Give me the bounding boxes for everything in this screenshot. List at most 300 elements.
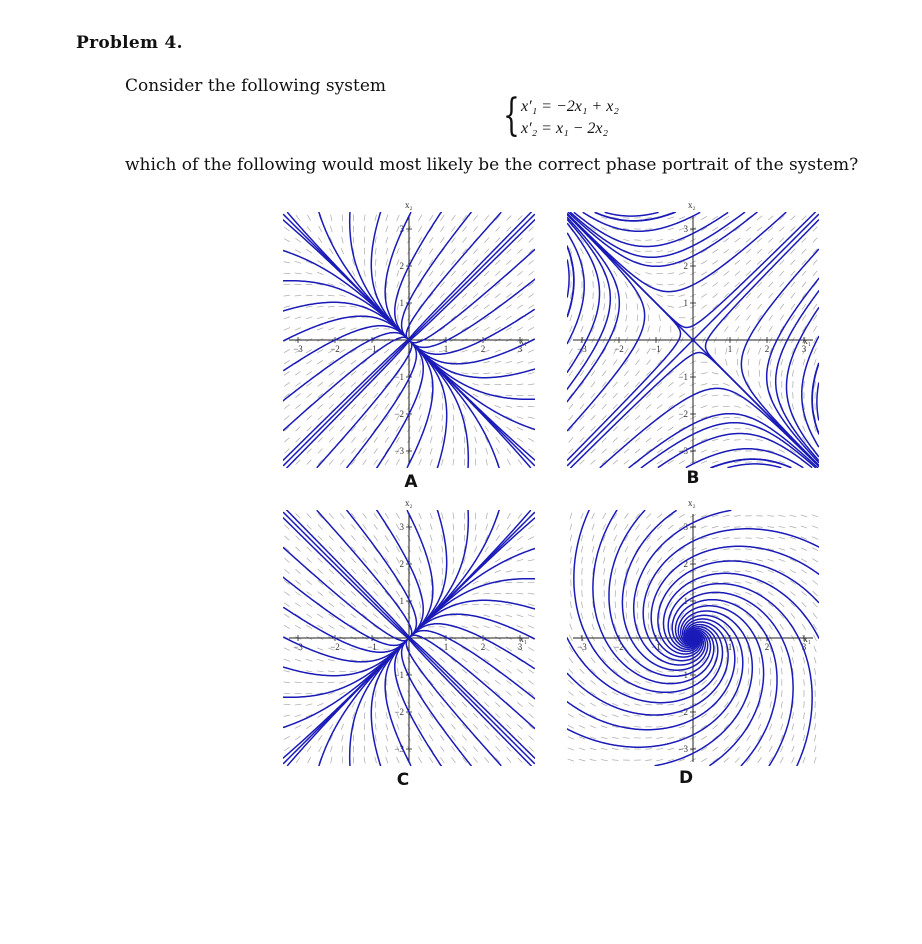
field-segment [329,513,333,518]
field-segment [295,317,301,319]
field-segment [713,294,718,298]
field-segment [284,569,289,573]
field-segment [485,215,489,220]
field-segment [569,658,573,663]
field-segment [464,535,465,542]
field-segment [658,591,661,597]
field-segment [472,626,478,628]
field-segment [473,758,477,763]
field-segment [792,746,794,752]
field-segment [295,736,300,740]
field-segment [307,558,312,563]
field-segment [815,712,816,719]
field-segment [590,726,596,728]
field-segment [295,603,300,607]
field-segment [813,326,816,332]
x1-tick-label: 1 [443,344,449,354]
field-segment [701,559,707,561]
x1-axis-label: x₁ [519,336,527,346]
field-segment [615,613,616,620]
field-segment [792,735,794,741]
field-segment [624,415,629,420]
field-segment [803,757,805,763]
field-segment [769,315,773,320]
x2-tick-label: 1 [399,596,404,606]
field-segment [440,293,444,298]
field-segment [701,461,707,464]
field-segment [736,370,738,376]
field-segment [669,591,673,596]
field-segment [386,248,388,254]
x2-tick-label: −2 [678,409,688,419]
field-segment [328,682,335,683]
field-segment [317,260,323,264]
field-segment [613,681,619,685]
field-segment [396,546,399,552]
field-segment [580,426,585,431]
field-segment [791,260,796,265]
field-segment [646,513,651,518]
field-segment [713,747,718,751]
field-segment [340,349,346,352]
field-segment [496,747,501,752]
field-segment [372,328,379,329]
field-segment [496,524,499,530]
field-segment [362,371,367,375]
field-segment [328,659,334,661]
field-segment [591,415,596,420]
field-segment [812,548,818,551]
field-segment [529,736,534,741]
field-segment [396,426,399,432]
phase-portrait-c[interactable] [283,510,535,766]
field-segment [296,215,300,220]
field-segment [613,359,617,364]
field-segment [604,303,605,310]
field-segment [713,680,717,685]
field-segment [462,702,467,707]
field-segment [386,735,388,741]
field-segment [647,348,651,354]
field-segment [396,513,399,519]
field-segment [517,427,523,430]
field-segment [440,226,444,231]
field-segment [307,513,312,518]
field-segment [440,746,444,751]
field-segment [339,295,345,297]
field-segment [451,647,457,651]
field-segment [462,735,466,740]
field-segment [518,736,523,741]
field-segment [768,592,774,596]
field-segment [792,757,795,763]
field-segment [507,513,510,519]
field-segment [419,568,421,574]
field-segment [625,546,628,552]
field-segment [483,593,490,594]
field-segment [758,746,762,752]
field-segment [591,404,595,409]
field-segment [791,227,796,232]
field-segment [582,292,583,299]
field-segment [781,657,782,664]
field-segment [768,613,773,618]
field-segment [724,238,729,242]
field-segment [396,535,399,541]
field-segment [517,294,522,298]
field-segment [647,569,650,575]
field-segment [712,249,718,253]
field-segment [462,658,467,662]
field-segment [802,282,806,287]
field-segment [462,293,467,298]
field-segment [528,680,533,684]
field-segment [581,601,582,608]
field-segment [307,426,312,431]
field-segment [812,515,818,517]
field-segment [284,603,290,607]
field-segment [295,393,300,397]
x2-tick-label: −2 [394,409,404,419]
field-segment [385,535,389,541]
field-segment [679,272,685,274]
field-segment [473,724,477,729]
field-segment [813,271,817,276]
x1-tick-label: 2 [480,642,486,652]
field-segment [373,591,377,596]
field-segment [472,350,478,352]
field-segment [472,384,478,386]
field-segment [373,360,378,364]
field-segment [779,227,784,232]
field-segment [657,294,663,296]
field-segment [679,383,685,387]
field-segment [307,415,312,420]
field-segment [375,281,376,288]
field-segment [634,251,641,252]
field-segment [429,724,433,730]
field-segment [570,601,571,608]
field-segment [506,406,512,408]
phase-portrait-a[interactable] [283,212,535,468]
field-segment [385,437,389,443]
field-segment [735,758,740,763]
option-label-a: A [404,472,418,492]
field-segment [329,547,334,552]
field-segment [442,426,443,433]
field-segment [613,393,617,398]
field-segment [768,570,774,573]
x2-tick-label: −1 [394,372,404,382]
field-segment [792,646,794,652]
field-segment [745,592,751,595]
field-segment [701,383,707,385]
trajectory-curve [317,510,412,638]
field-segment [351,558,355,563]
field-segment [375,757,377,763]
field-segment [668,239,674,241]
field-segment [317,614,323,618]
field-segment [591,449,596,454]
field-segment [701,736,707,740]
field-segment [386,724,388,730]
field-segment [462,238,466,243]
field-segment [506,615,512,617]
field-segment [475,535,477,541]
field-segment [328,671,335,672]
field-segment [582,568,583,575]
field-segment [613,460,618,464]
field-segment [306,249,311,253]
field-segment [418,724,421,730]
field-segment [495,735,500,740]
field-segment [712,461,718,463]
field-segment [307,525,312,530]
field-segment [624,438,629,442]
field-segment [430,546,432,552]
field-segment [440,237,444,242]
phase-portrait-b[interactable] [567,212,819,468]
field-segment [517,669,522,673]
field-segment [747,702,750,708]
field-segment [306,273,312,275]
field-segment [769,724,772,730]
field-segment [791,613,795,618]
field-segment [461,626,467,628]
field-segment [723,582,730,583]
field-segment [569,404,573,409]
field-segment [668,525,673,529]
field-segment [295,715,301,717]
field-segment [747,348,749,354]
field-segment [284,306,290,308]
field-segment [296,460,301,465]
x1-tick-label: −3 [577,344,587,354]
field-segment [613,426,618,431]
field-segment [340,513,344,518]
field-segment [484,282,489,286]
field-segment [473,226,477,231]
field-segment [813,260,817,265]
field-segment [791,271,795,276]
field-segment [506,669,511,673]
field-segment [679,569,684,573]
field-segment [306,659,312,661]
field-segment [645,681,651,683]
field-segment [306,360,312,364]
field-segment [581,546,582,553]
field-segment [418,680,422,686]
field-segment [634,726,641,727]
field-segment [592,513,595,519]
x1-tick-label: −3 [577,642,587,652]
field-segment [591,371,595,376]
field-segment [579,759,585,761]
field-segment [580,438,585,443]
field-segment [517,271,522,275]
field-segment [429,735,433,741]
field-segment [374,569,378,574]
field-segment [701,450,707,453]
field-segment [592,303,593,310]
field-segment [528,537,534,540]
field-segment [802,315,806,321]
field-segment [486,513,487,520]
field-segment [517,593,524,594]
field-segment [284,317,290,319]
field-segment [814,746,816,752]
field-segment [757,603,762,607]
field-segment [568,714,574,717]
problem-intro: Consider the following system [125,76,386,96]
field-segment [581,513,583,519]
field-segment [451,669,456,673]
field-segment [568,737,574,740]
field-segment [667,693,674,694]
field-segment [623,737,630,738]
field-segment [768,249,773,254]
field-segment [461,350,467,352]
field-segment [318,382,323,386]
field-segment [735,238,740,242]
field-segment [284,558,289,562]
field-segment [758,348,760,354]
field-segment [657,670,663,672]
field-segment [759,381,761,387]
field-segment [295,704,302,705]
field-segment [329,248,333,254]
field-segment [724,736,729,741]
field-segment [679,536,685,540]
field-segment [374,437,378,442]
field-segment [284,360,290,364]
field-segment [612,737,619,738]
field-segment [473,305,478,309]
field-segment [746,304,750,309]
field-segment [679,283,685,285]
field-segment [802,216,807,221]
field-segment [363,426,367,431]
field-segment [418,215,421,221]
field-segment [528,438,534,441]
field-segment [723,428,730,429]
field-segment [767,516,774,517]
field-segment [342,237,344,243]
field-segment [701,216,707,219]
field-segment [612,692,618,695]
field-segment [318,404,323,408]
field-segment [747,735,751,740]
field-segment [668,715,675,716]
field-segment [779,537,785,539]
field-segment [307,449,312,454]
field-segment [592,535,594,541]
field-segment [329,393,334,397]
field-segment [295,250,301,253]
field-segment [726,657,727,664]
field-segment [306,725,311,729]
field-segment [781,724,783,730]
field-segment [295,238,300,242]
field-segment [363,513,367,518]
field-segment [668,217,674,219]
field-segment [636,535,640,540]
field-segment [475,524,476,531]
field-segment [569,437,574,442]
field-segment [429,237,433,243]
field-segment [568,691,573,695]
field-segment [284,659,290,661]
field-segment [612,760,619,761]
field-segment [284,404,289,408]
field-segment [440,260,444,265]
field-segment [759,679,760,686]
field-segment [667,671,674,672]
field-segment [769,293,773,298]
field-segment [529,747,534,752]
field-segment [462,271,467,276]
field-segment [396,613,400,618]
field-segment [484,735,489,740]
field-segment [351,591,356,596]
field-segment [570,546,571,553]
field-segment [757,613,762,618]
field-segment [645,262,652,263]
field-segment [330,226,332,232]
trajectory-curve [567,260,569,298]
field-segment [484,327,490,330]
phase-portrait-a-svg [283,212,535,468]
field-segment [636,557,639,563]
field-segment [701,261,707,264]
x1-tick-label: −2 [330,642,340,652]
field-segment [418,735,421,741]
field-segment [745,560,752,561]
field-segment [306,349,312,352]
field-segment [657,405,662,409]
field-segment [625,524,629,530]
field-segment [602,393,606,398]
phase-portrait-d[interactable] [567,510,819,766]
field-segment [668,547,673,551]
field-segment [668,261,674,263]
field-segment [506,305,511,309]
field-segment [801,559,807,562]
field-segment [506,427,511,431]
field-segment [748,668,749,675]
field-segment [679,704,685,706]
trajectory-curve [567,214,693,340]
field-segment [473,282,478,287]
field-segment [329,404,334,409]
field-segment [712,372,718,374]
field-segment [351,382,356,387]
field-segment [386,237,388,243]
field-segment [590,759,596,760]
field-segment [656,737,663,738]
field-segment [351,448,355,453]
field-segment [442,414,443,421]
field-segment [791,304,795,309]
x1-tick-label: −3 [293,344,303,354]
field-segment [781,668,782,675]
field-segment [645,229,652,230]
field-segment [507,448,511,453]
field-segment [570,524,572,530]
field-segment [418,259,421,265]
field-segment [340,448,344,453]
field-segment [472,593,478,595]
